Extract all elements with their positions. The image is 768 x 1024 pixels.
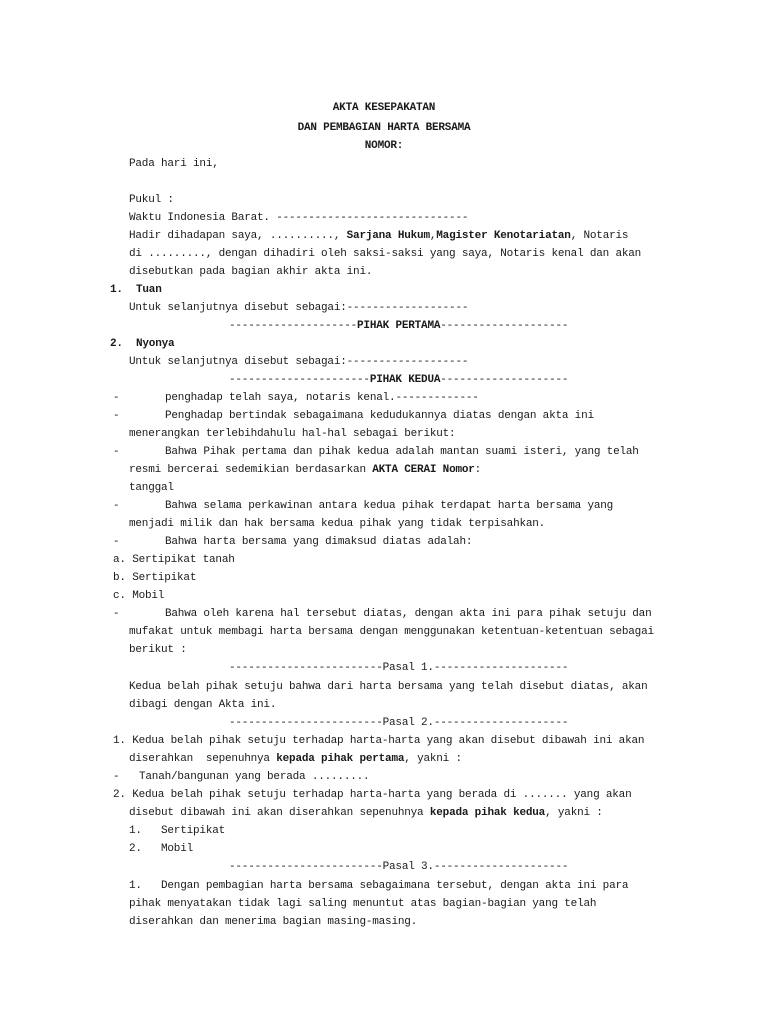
pihak-kedua-line <box>229 373 568 387</box>
text-pasal2-1: 1. Kedua belah pihak setuju terhadap harta-harta yang akan disebut dibawah ini akan <box>113 735 645 747</box>
text-resmi-a: resmi bercerai sedemikian berdasarkan <box>129 464 373 476</box>
text-tanah-bangunan: Tanah/bangunan yang berada ......... <box>139 771 370 783</box>
pihak1-dash-a: -------------------- <box>229 320 358 332</box>
text-bahwa-2: Bahwa selama perkawinan antara kedua pihak terdapat harta bersama yang <box>165 500 614 512</box>
dash-3: - <box>113 446 120 458</box>
pihak-pertama-label: PIHAK PERTAMA <box>357 320 441 332</box>
text-pasal2-sertipikat: 1. Sertipikat <box>129 825 226 837</box>
text-disebutkan: disebutkan pada bagian akhir akta ini. <box>129 266 373 278</box>
pihak2-dash-c: -------------------- <box>440 374 569 386</box>
text-pasal2-5a: disebut dibawah ini akan diserahkan sepenuhnya <box>129 807 430 819</box>
title-line-1: AKTA KESEPAKATAN <box>332 102 436 114</box>
text-kepada-pihak-pertama: kepada pihak pertama <box>276 753 405 765</box>
pihak2-dash-a: ---------------------- <box>229 374 370 386</box>
text-pasal2-2 <box>129 752 462 766</box>
text-untuk-2: Untuk selanjutnya disebut sebagai:------------------- <box>129 356 469 368</box>
text-pasal2-4: 2. Kedua belah pihak setuju terhadap harta-harta yang berada di ....... yang akan <box>113 789 632 801</box>
dash-6: - <box>113 608 120 620</box>
pasal-2-heading: ------------------------Pasal 2.--------------------- <box>229 717 569 729</box>
dash-5: - <box>113 536 120 548</box>
pihak1-dash-c: -------------------- <box>440 320 569 332</box>
text-bahwa-3: Bahwa harta bersama yang dimaksud diatas adalah: <box>165 536 473 548</box>
text-pasal3-3: diserahkan dan menerima bagian masing-masing. <box>129 916 418 928</box>
pihak-pertama-line <box>229 319 568 333</box>
title-line-2: DAN PEMBAGIAN HARTA BERSAMA <box>297 122 471 134</box>
text-nyonya: Nyonya <box>136 338 175 350</box>
text-bahwa-4: Bahwa oleh karena hal tersebut diatas, dengan akta ini para pihak setuju dan <box>165 608 652 620</box>
text-pasal2-5 <box>129 806 603 820</box>
text-resmi <box>129 463 481 477</box>
text-penghadap-1: penghadap telah saya, notaris kenal.------------- <box>165 392 479 404</box>
text-di: di ........., dengan dihadiri oleh saksi-saksi yang saya, Notaris kenal dan akan <box>129 248 642 260</box>
text-akta-cerai: AKTA CERAI Nomor <box>372 464 475 476</box>
text-hadir <box>129 229 628 243</box>
list-number-2: 2. <box>110 338 123 350</box>
title-nomor: NOMOR: <box>364 140 404 152</box>
pasal-3-heading: ------------------------Pasal 3.--------------------- <box>229 861 569 873</box>
text-notaris: , Notaris <box>570 230 629 242</box>
list-item-a: a. Sertipikat tanah <box>113 554 235 566</box>
dash-2: - <box>113 410 120 422</box>
text-pasal2-5c: , yakni : <box>545 807 603 819</box>
text-sarjana-hukum: Sarjana Hukum <box>346 230 430 242</box>
text-waktu: Waktu Indonesia Barat. ------------------------------ <box>129 212 469 224</box>
text-pasal1-a: Kedua belah pihak setuju bahwa dari harta bersama yang telah disebut diatas, akan <box>129 681 648 693</box>
text-kepada-pihak-kedua: kepada pihak kedua <box>429 807 546 819</box>
pasal-1-heading: ------------------------Pasal 1.--------------------- <box>229 662 569 674</box>
text-resmi-c: : <box>474 464 482 476</box>
text-pasal1-b: dibagi dengan Akta ini. <box>129 699 277 711</box>
text-mufakat: mufakat untuk membagi harta bersama dengan menggunakan ketentuan-ketentuan sebagai <box>129 626 654 638</box>
text-pasal3-1: 1. Dengan pembagian harta bersama sebagaimana tersebut, dengan akta ini para <box>129 880 629 892</box>
text-bahwa-1: Bahwa Pihak pertama dan pihak kedua adalah mantan suami isteri, yang telah <box>165 446 639 458</box>
text-hadir-a: Hadir dihadapan saya, .........., <box>129 230 347 242</box>
text-penghadap-2: Penghadap bertindak sebagaimana kedudukannya diatas dengan akta ini <box>165 410 594 422</box>
dash-4: - <box>113 500 120 512</box>
text-tuan: Tuan <box>136 284 162 296</box>
text-pukul: Pukul : <box>129 194 174 206</box>
list-number-1: 1. <box>110 284 123 296</box>
pihak-kedua-label: PIHAK KEDUA <box>369 374 441 386</box>
text-pasal3-2: pihak menyatakan tidak lagi saling menuntut atas bagian-bagian yang telah <box>129 898 597 910</box>
text-pada-hari: Pada hari ini, <box>129 158 219 170</box>
dash-1: - <box>113 392 120 404</box>
text-untuk-1: Untuk selanjutnya disebut sebagai:------------------- <box>129 302 469 314</box>
text-pasal2-mobil: 2. Mobil <box>129 843 194 855</box>
text-menjadi: menjadi milik dan hak bersama kedua pihak yang tidak terpisahkan. <box>129 518 546 530</box>
text-pasal2-2a: diserahkan sepenuhnya <box>129 753 277 765</box>
dash-7: - <box>113 771 120 783</box>
text-pasal2-2c: , yakni : <box>404 753 462 765</box>
text-menerangkan: menerangkan terlebihdahulu hal-hal sebagai berikut: <box>129 428 456 440</box>
text-tanggal: tanggal <box>129 482 174 494</box>
list-item-c: c. Mobil <box>113 590 165 602</box>
text-comma: , <box>429 230 437 242</box>
list-item-b: b. Sertipikat <box>113 572 197 584</box>
text-berikut: berikut : <box>129 644 187 656</box>
text-magister: Magister Kenotariatan <box>436 230 571 242</box>
